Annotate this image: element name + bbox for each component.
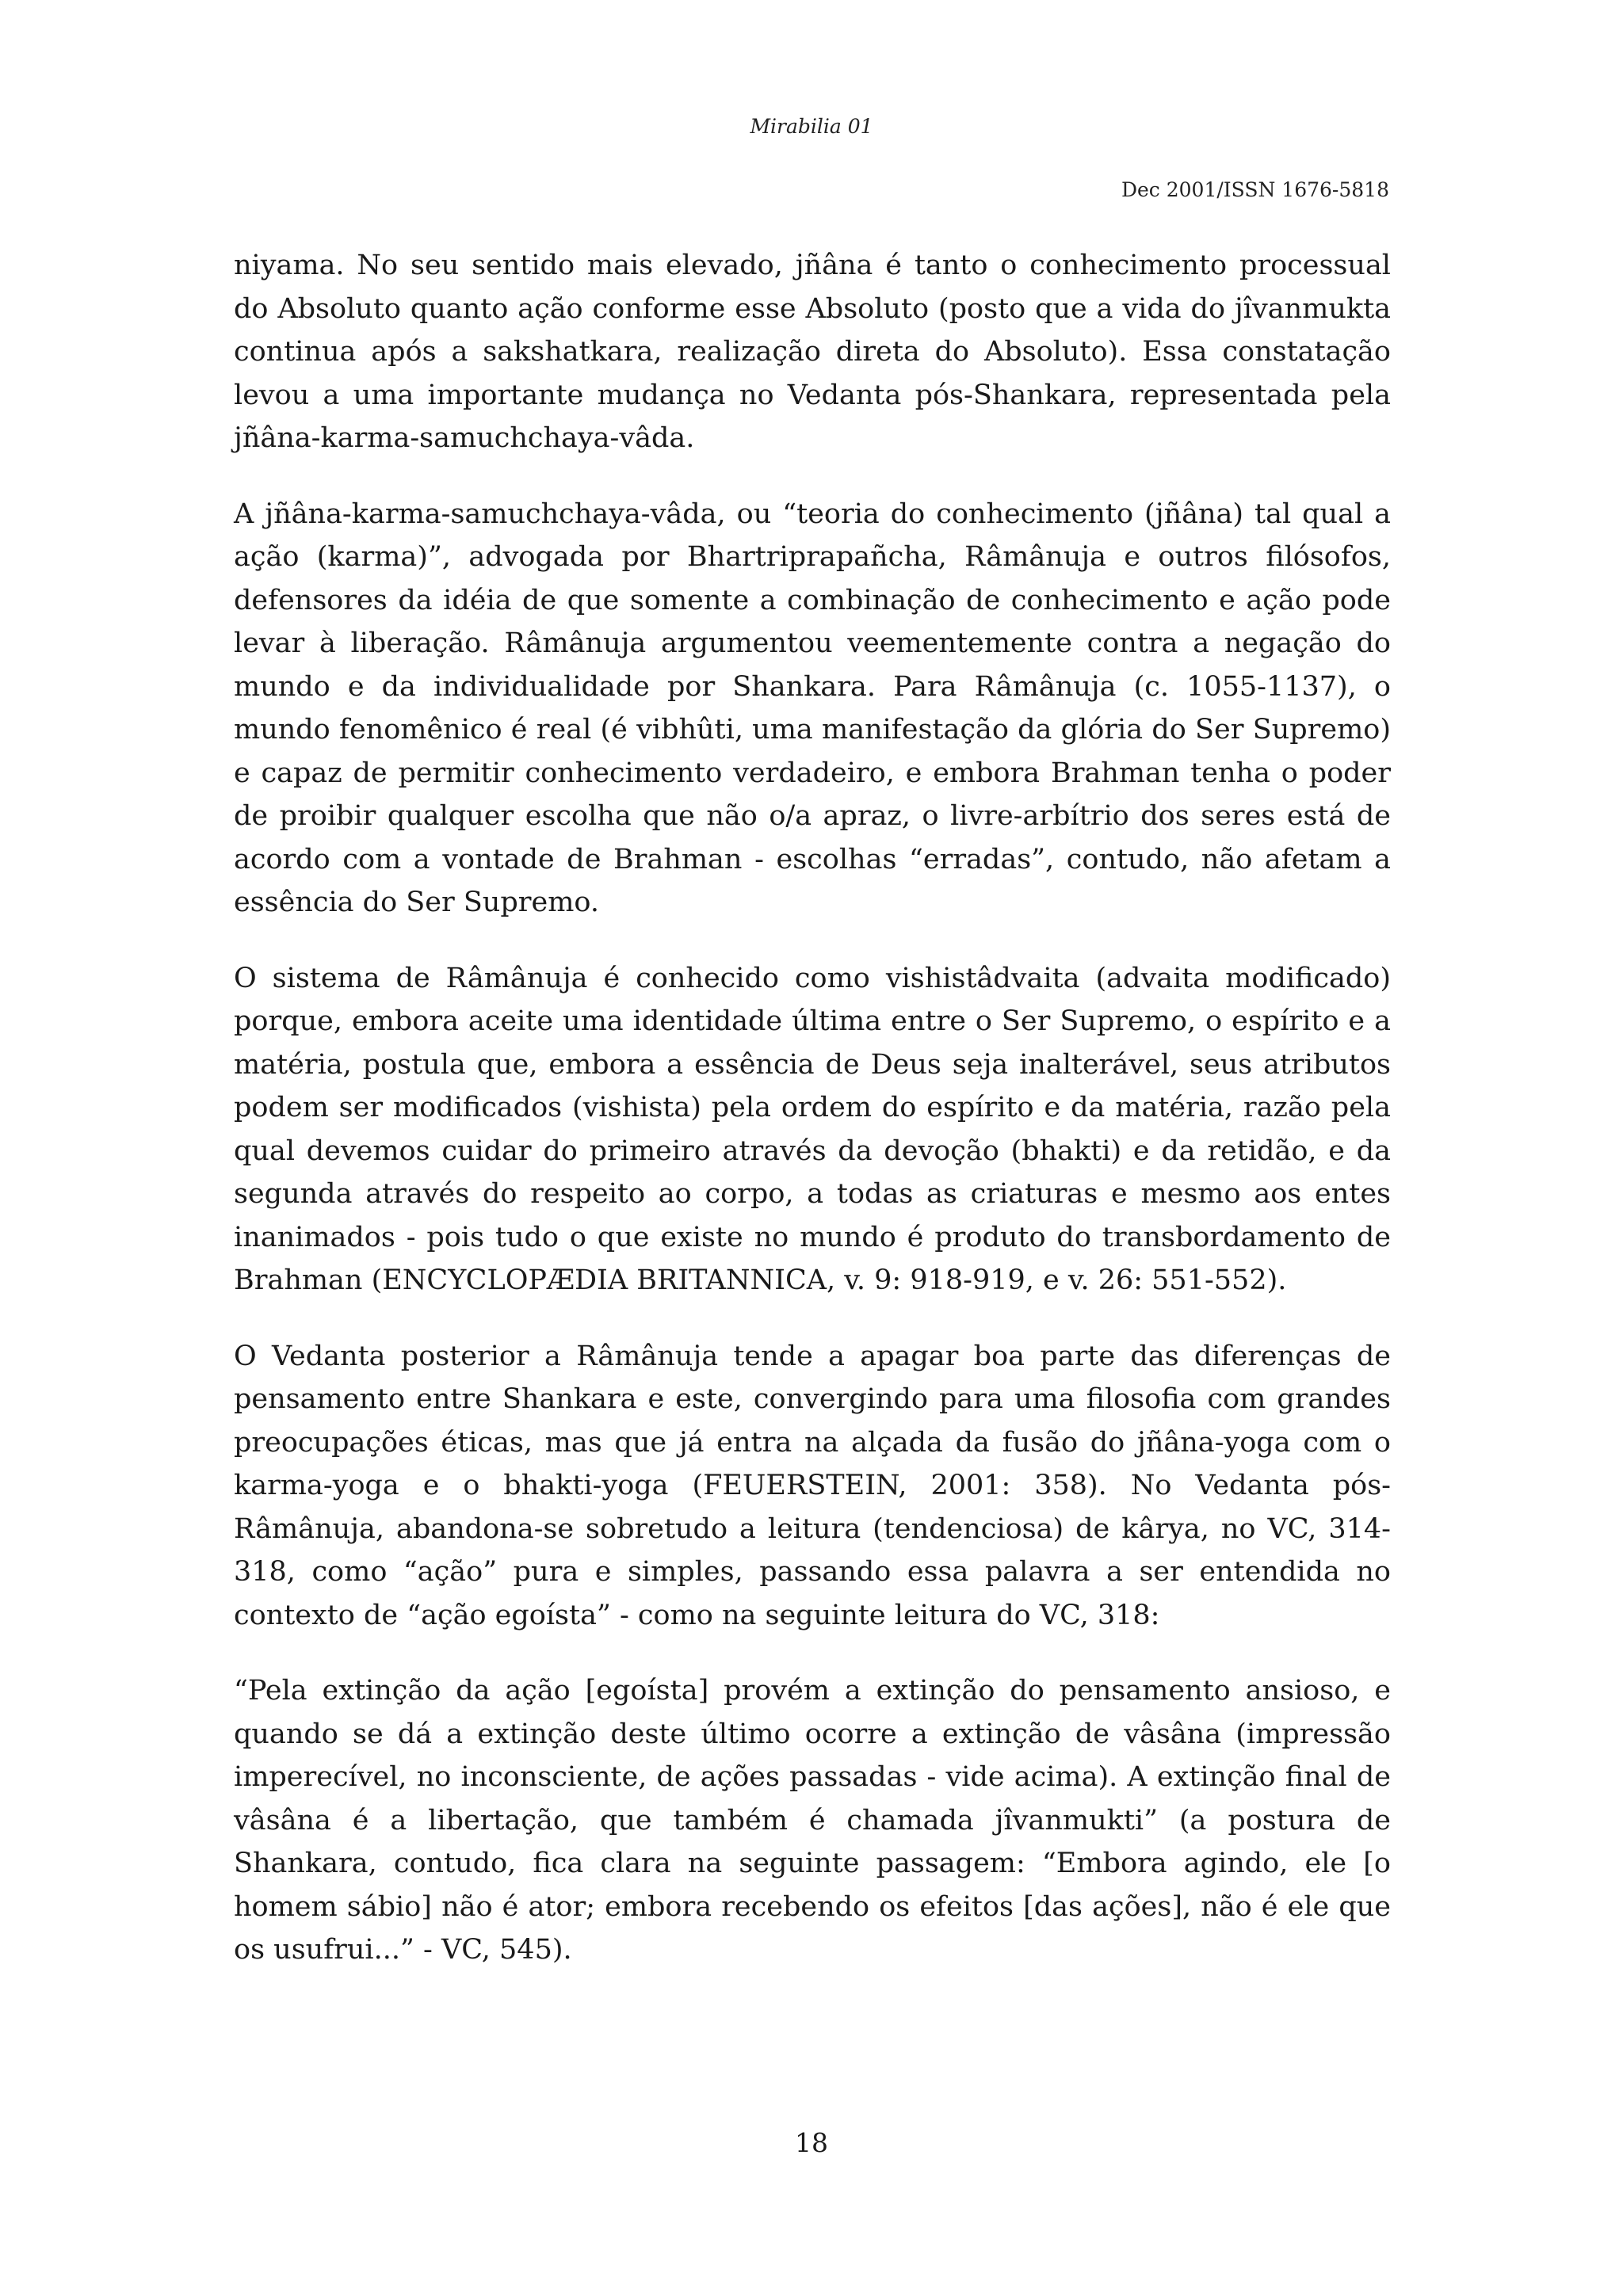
paragraph-5: “Pela extinção da ação [egoísta] provém a extinção do pensamento ansioso, e quando se dá a extinção deste último ocorre a extinção de vâsâna (impressão imperecível, no inconsciente, de ações passadas - vide acima). A extinção final de vâsâna é a libertação, que também é chamada jîvanmukti” (a postura de Shankara, contudo, fica clara na seguinte passagem: “Embora agindo, ele [o homem sábio] não é ator; embora recebendo os efeitos [das ações], não é ele que os usufrui...” - VC, 545). xyxy=(234,1675,1391,1966)
body-text xyxy=(234,244,1391,2004)
paragraph-3: O sistema de Râmânuja é conhecido como vishistâdvaita (advaita modificado) porque, embora aceite uma identidade última entre o Ser Supremo, o espírito e a matéria, postula que, embora a essência de Deus seja inalterável, seus atributos podem ser modificados (vishista) pela ordem do espírito e da matéria, razão pela qual devemos cuidar do primeiro através da devoção (bhakti) e da retidão, e da segunda através do respeito ao corpo, a todas as criaturas e mesmo aos entes inanimados - pois tudo o que existe no mundo é produto do transbordamento de Brahman (ENCYCLOPÆDIA BRITANNICA, v. 9: 918-919, e v. 26: 551-552). xyxy=(234,962,1391,1296)
paragraph-4: O Vedanta posterior a Râmânuja tende a apagar boa parte das diferenças de pensamento entre Shankara e este, convergindo para uma filosofia com grandes preocupações éticas, mas que já entra na alçada da fusão do jñâna-yoga com o karma-yoga e o bhakti-yoga (FEUERSTEIN, 2001: 358). No Vedanta pós-Râmânuja, abandona-se sobretudo a leitura (tendenciosa) de kârya, no VC, 314-318, como “ação” pura e simples, passando essa palavra a ser entendida no contexto de “ação egoísta” - como na seguinte leitura do VC, 318: xyxy=(234,1340,1391,1631)
page-number: 18 xyxy=(795,2127,828,2158)
issue-info: Dec 2001/ISSN 1676-5818 xyxy=(1121,178,1389,201)
journal-title: Mirabilia 01 xyxy=(750,115,873,138)
paragraph-2: A jñâna-karma-samuchchaya-vâda, ou “teoria do conhecimento (jñâna) tal qual a ação (karma)”, advogada por Bhartriprapañcha, Râmânuja e outros filósofos, defensores da idéia de que somente a combinação de conhecimento e ação pode levar à liberação. Râmânuja argumentou veementemente contra a negação do mundo e da individualidade por Shankara. Para Râmânuja (c. 1055-1137), o mundo fenomênico é real (é vibhûti, uma manifestação da glória do Ser Supremo) e capaz de permitir conhecimento verdadeiro, e embora Brahman tenha o poder de proibir qualquer escolha que não o/a apraz, o livre-arbítrio dos seres está de acordo com a vontade de Brahman - escolhas “erradas”, contudo, não afetam a essência do Ser Supremo. xyxy=(234,498,1391,918)
paragraph-1: niyama. No seu sentido mais elevado, jñâna é tanto o conhecimento processual do Absoluto quanto ação conforme esse Absoluto (posto que a vida do jîvanmukta continua após a sakshatkara, realização direta do Absoluto). Essa constatação levou a uma importante mudança no Vedanta pós-Shankara, representada pela jñâna-karma-samuchchaya-vâda. xyxy=(234,250,1391,454)
